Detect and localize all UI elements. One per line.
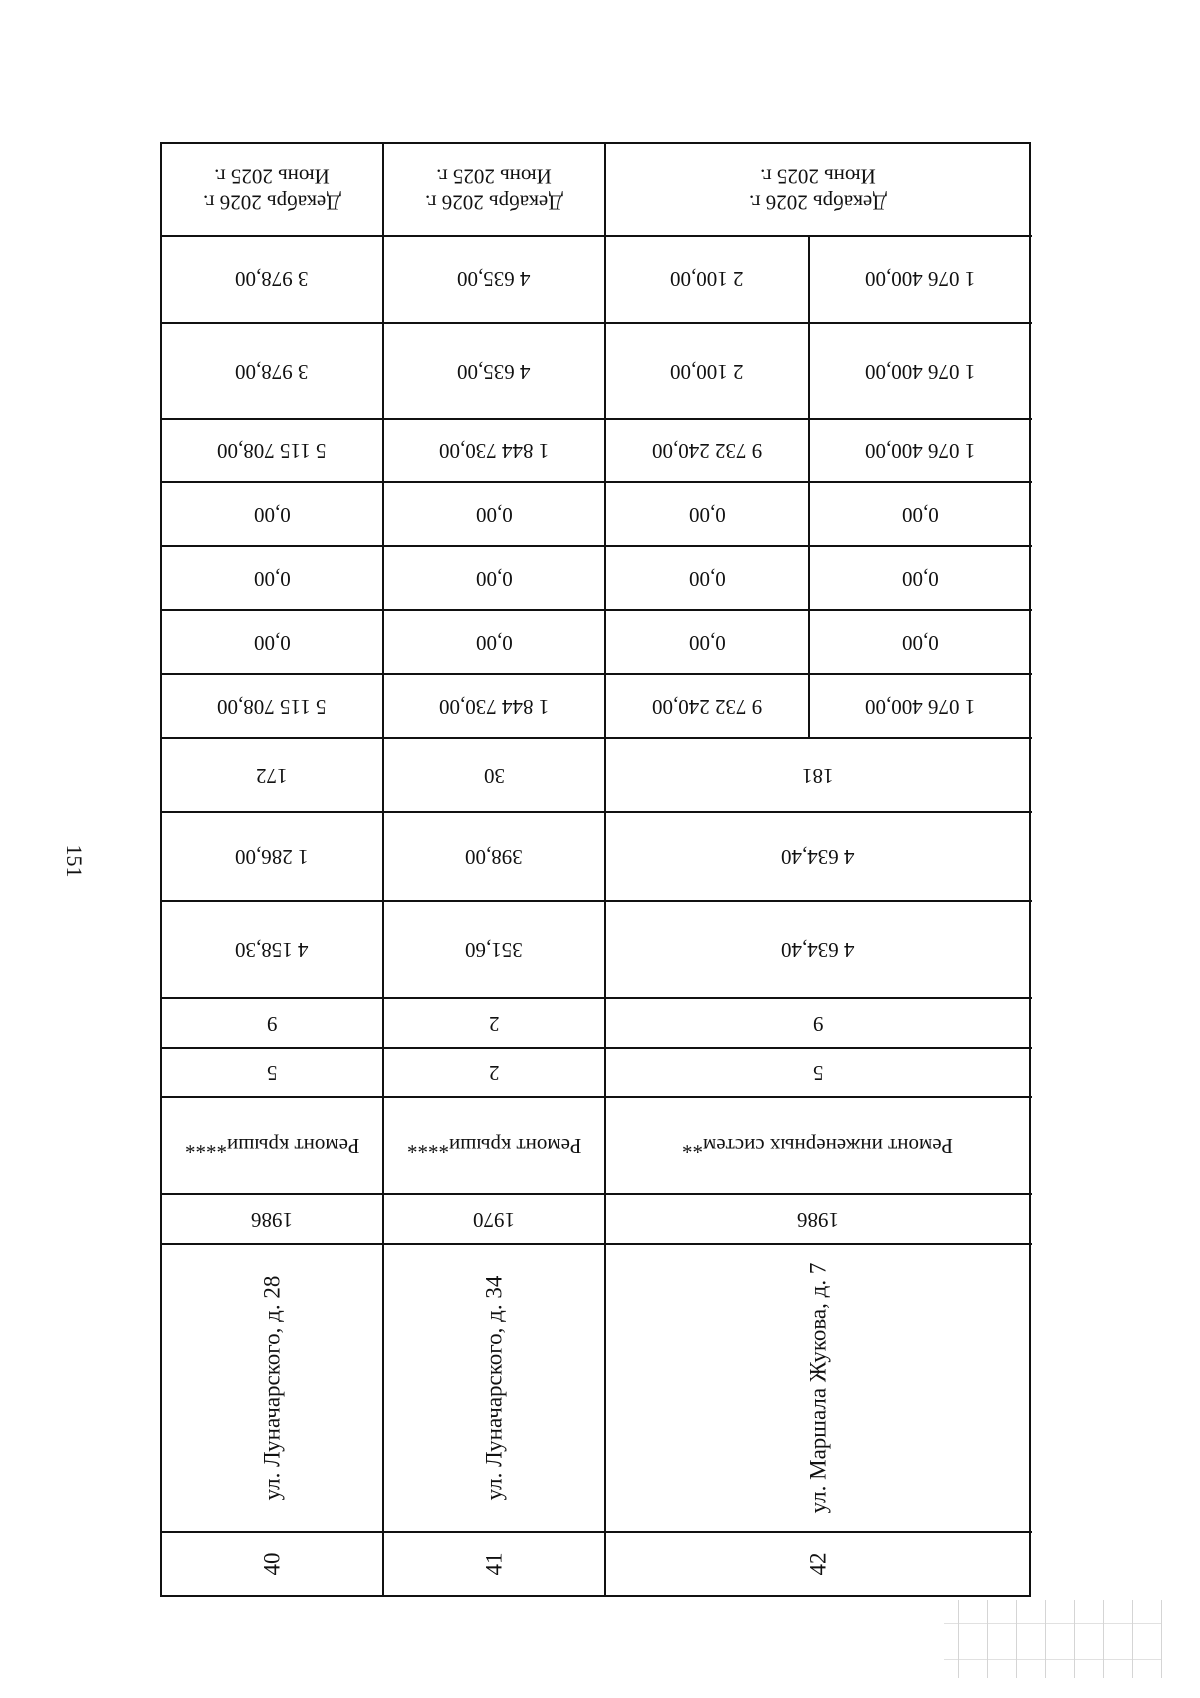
table-row [162,420,1032,483]
table-cell: Ремонт крыши**** [406,1134,582,1158]
table-cell: 1 076 400,00 [864,359,976,384]
table-cell: 4 634,40 [781,938,855,962]
header-cell-b [384,144,604,235]
table-cell: 0,00 [688,630,726,655]
table-cell: 5 115 708,00 [217,439,327,463]
table-cell: 1 076 400,00 [864,267,976,291]
table-cell: 9 [266,1011,278,1036]
table-row [162,483,1032,547]
table-cell: 2 100,00 [670,359,744,384]
header-c-line1: Декабрь 2026 г. [749,190,887,215]
table-cell: 1986 [797,1207,839,1232]
table-cell: 3 978,00 [235,359,309,384]
table-cell: 0,00 [901,566,939,591]
table-row [162,1245,1032,1533]
table-cell: 1 076 400,00 [864,694,976,719]
table-cell: 398,00 [465,845,523,869]
table-cell: 0,00 [901,502,939,527]
table-header-row [162,144,1032,237]
table-cell: 0,00 [253,502,291,527]
table-cell: 0,00 [901,630,939,655]
table-cell: 9 [812,1011,824,1036]
address-cell: ул. Луначарского, д. 28 [259,1275,284,1501]
table-cell: 1 844 730,00 [438,694,550,719]
header-b-line1: Декабрь 2026 г. [425,190,563,215]
table-cell: 2 [488,1011,500,1036]
table-cell: 9 732 240,00 [651,694,763,719]
address-cell: ул. Маршала Жукова, д. 7 [805,1262,830,1514]
row-number-cell: 41 [481,1552,506,1576]
table-cell: 0,00 [475,502,513,527]
table-cell: 5 115 708,00 [217,694,327,719]
table-row [162,739,1032,813]
table-row [162,1049,1032,1098]
table-row [162,611,1032,675]
table-cell: 181 [802,763,834,788]
row-number-cell: 42 [805,1552,830,1576]
table-row [162,324,1032,420]
table-row [162,1195,1032,1245]
table-cell: 3 978,00 [235,267,309,291]
table-row [162,999,1032,1049]
table-cell: 351,60 [465,938,523,962]
table-cell: 1986 [251,1207,293,1232]
table-cell: 0,00 [475,630,513,655]
table-cell: 5 [812,1061,824,1085]
header-a-line1: Декабрь 2026 г. [203,190,341,215]
table-cell: 1 844 730,00 [438,439,550,463]
table-cell: 172 [256,763,288,788]
table-row [162,235,1032,324]
row-number-cell: 40 [259,1552,284,1576]
table-cell: 2 100,00 [670,267,744,291]
address-cell: ул. Луначарского, д. 34 [481,1275,506,1501]
table-cell: 30 [483,763,505,788]
table-cell: Ремонт крыши**** [184,1134,360,1158]
header-cell-c [606,144,1030,235]
table-cell: 0,00 [688,566,726,591]
table-cell: 0,00 [688,502,726,527]
table-cell: 1 286,00 [235,845,309,869]
table-cell: 0,00 [253,566,291,591]
header-cell-a [162,144,382,235]
table-row [162,675,1032,739]
scan-artifact [944,1600,1162,1678]
table-row [162,813,1032,902]
table-cell: 1970 [473,1207,515,1232]
table-cell: 9 732 240,00 [651,439,763,463]
table-cell: 0,00 [475,566,513,591]
table-cell: 4 635,00 [457,359,531,384]
table-row [162,547,1032,611]
table-cell: 4 158,30 [235,938,309,962]
header-c-line2: Июнь 2025 г. [760,164,876,189]
header-b-line2: Июнь 2025 г. [436,164,552,189]
table-cell: 4 635,00 [457,267,531,291]
table-cell: 0,00 [253,630,291,655]
table-cell: Ремонт инженерных систем** [682,1134,954,1158]
header-a-line2: Июнь 2025 г. [214,164,330,189]
table-cell: 2 [488,1061,500,1085]
table-row [162,902,1032,999]
table-row [162,1533,1032,1595]
table-cell: 1 076 400,00 [864,439,976,463]
table-row [162,1098,1032,1195]
table-cell: 5 [266,1061,278,1085]
table-cell: 4 634,40 [781,845,855,869]
page-number: 151 [62,844,87,878]
